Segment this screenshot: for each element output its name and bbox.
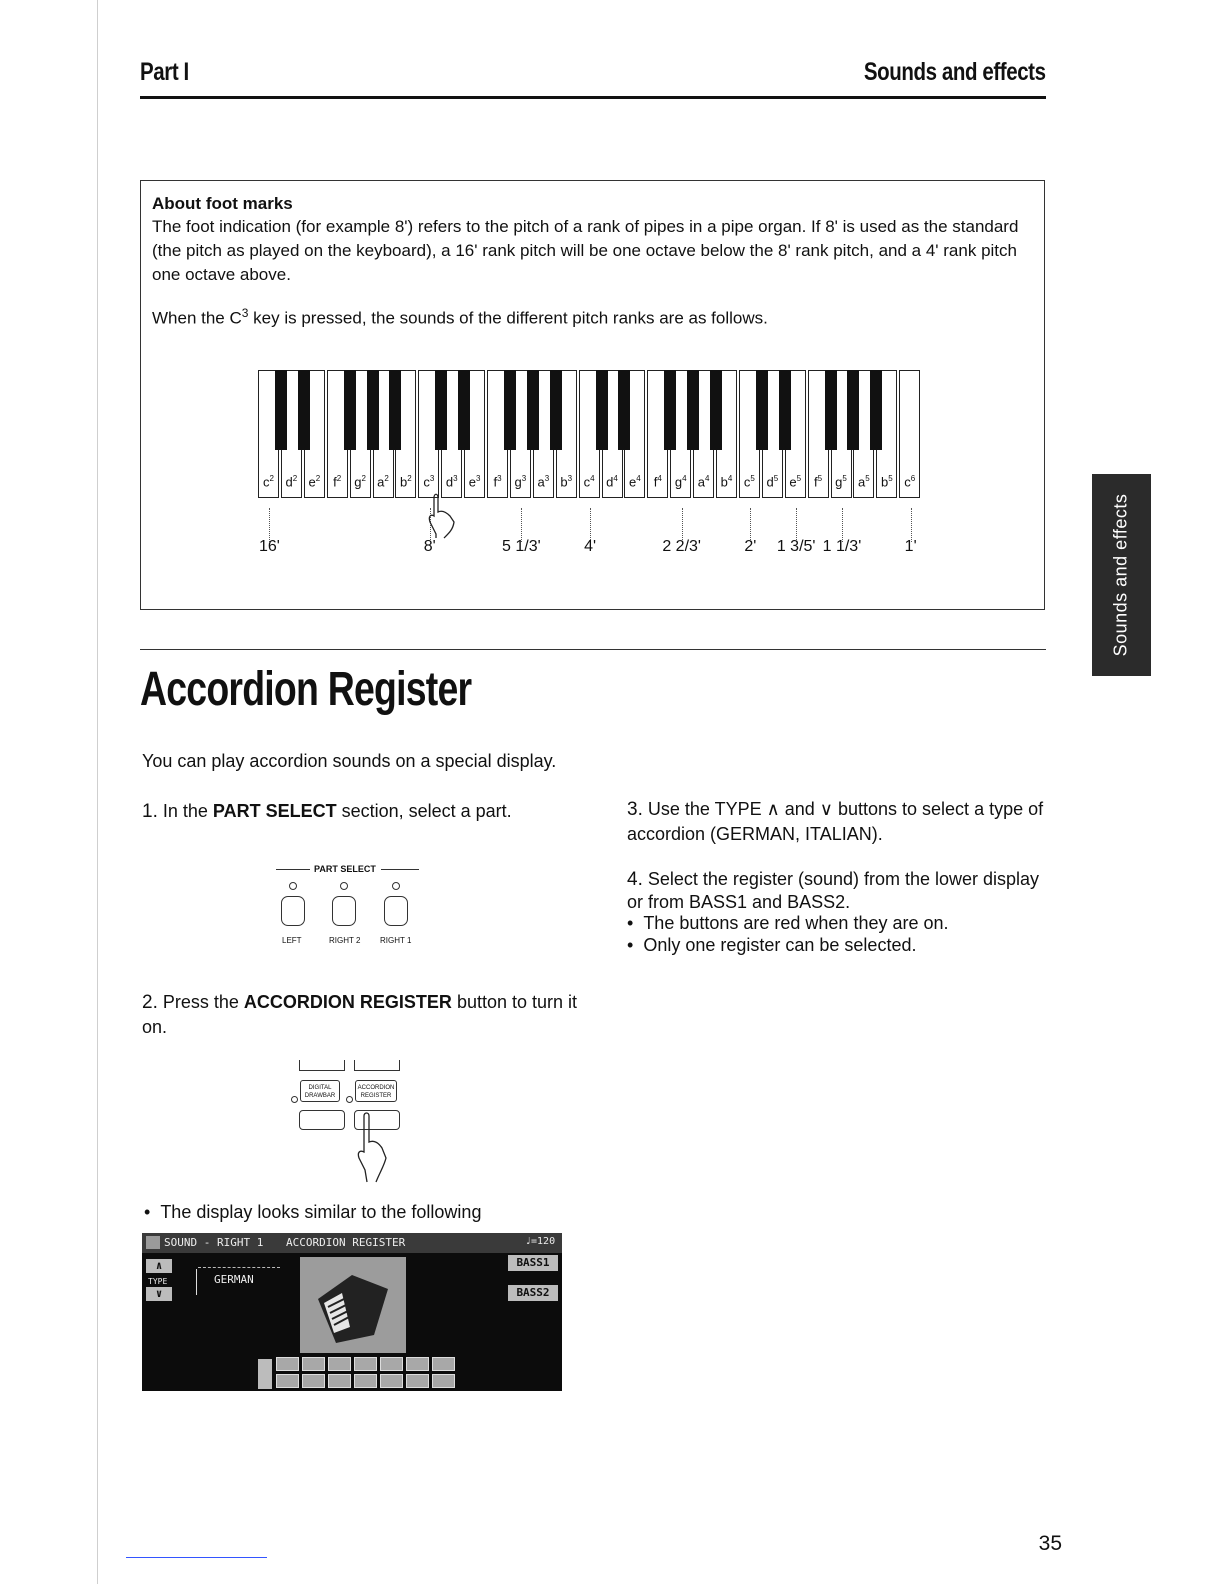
section-title: Accordion Register [140, 663, 472, 716]
key-label: $c^3$ [423, 474, 435, 490]
upper-button-left [299, 1060, 345, 1071]
type-down-button[interactable]: ∨ [146, 1287, 172, 1301]
bass2-button[interactable]: BASS2 [508, 1285, 558, 1301]
key-label: $e^4$ [629, 474, 641, 490]
register-button[interactable] [276, 1357, 299, 1371]
key-label: $f^3$ [493, 474, 502, 490]
register-button[interactable] [406, 1357, 429, 1371]
section-rule [140, 649, 1046, 650]
register-button[interactable] [432, 1357, 455, 1371]
led-drawbar [291, 1096, 298, 1103]
pitch-tick [269, 508, 271, 542]
pitch-label: 16' [259, 538, 280, 555]
bullet-dot: • [144, 1202, 161, 1222]
black-key [687, 370, 699, 450]
black-key [825, 370, 837, 450]
register-button[interactable] [432, 1374, 455, 1388]
step-1-number: 1. [142, 801, 158, 822]
register-button[interactable] [354, 1374, 377, 1388]
led-right2 [340, 882, 348, 890]
key-label: $c^6$ [904, 474, 916, 490]
key-label: $b^4$ [720, 474, 733, 490]
step-2-post: button to turn it on. [142, 992, 578, 1037]
key-label: $f^5$ [814, 474, 823, 490]
black-key [344, 370, 356, 450]
pitch-tick [590, 508, 592, 542]
part-select-rule-left [276, 869, 310, 870]
black-key [527, 370, 539, 450]
digital-drawbar-button[interactable] [299, 1110, 345, 1130]
foot-marks-c3-line [152, 306, 768, 329]
key-label: $b^3$ [560, 474, 573, 490]
header-rule [140, 96, 1046, 99]
black-key [435, 370, 447, 450]
step-2-pre: Press the [162, 992, 244, 1012]
pitch-tick [911, 508, 913, 542]
step-4-bullet-1-text: The buttons are red when they are on. [643, 913, 949, 933]
part-label-right1: RIGHT 1 [380, 936, 412, 945]
pointing-hand-icon [420, 490, 460, 540]
key-label: $a^3$ [537, 474, 550, 490]
key-label: $d^2$ [285, 474, 298, 490]
register-button[interactable] [380, 1374, 403, 1388]
key-label: $b^5$ [880, 474, 893, 490]
c3-line-post: key is pressed, the sounds of the different pitch ranks are as follows. [248, 308, 768, 328]
pressing-hand-icon [348, 1112, 392, 1184]
step-1-post: section, select a part. [336, 801, 512, 821]
lcd-divider [196, 1269, 197, 1295]
section-intro: You can play accordion sounds on a special display. [142, 751, 557, 771]
key-label: $c^5$ [743, 474, 755, 490]
accordion-picture [300, 1257, 406, 1353]
pitch-tick [521, 508, 523, 542]
side-tab [1092, 474, 1151, 676]
part-label-left: LEFT [282, 936, 302, 945]
led-accordion [346, 1096, 353, 1103]
register-button-grid [276, 1357, 458, 1391]
black-key [550, 370, 562, 450]
step-4 [627, 868, 1047, 913]
lcd-sound-name: ACCORDION REGISTER [286, 1236, 406, 1249]
pitch-label: 8' [423, 538, 436, 555]
step-4-number: 4. [627, 869, 643, 890]
c3-line-sup: 3 [241, 306, 249, 320]
part-select-title: PART SELECT [314, 864, 376, 874]
lcd-tempo: ♩=120 [525, 1236, 556, 1247]
black-key [298, 370, 310, 450]
header-section: Sounds and effects [864, 58, 1046, 86]
key-label: $g^3$ [514, 474, 527, 490]
header-part: Part I [140, 58, 189, 86]
accordion-register-label: ACCORDION REGISTER [355, 1080, 397, 1102]
register-button[interactable] [406, 1374, 429, 1388]
black-key [870, 370, 882, 450]
step-2 [142, 990, 582, 1039]
footer-rule [126, 1557, 267, 1558]
black-key [756, 370, 768, 450]
step-3-text: Use the TYPE ∧ and ∨ buttons to select a type of accordion (GERMAN, ITALIAN). [627, 799, 1044, 844]
key-label: $b^2$ [400, 474, 412, 490]
key-label: $d^3$ [445, 474, 458, 490]
part-label-right2: RIGHT 2 [329, 936, 361, 945]
key-label: $e^5$ [789, 474, 802, 490]
page-number: 35 [1038, 1532, 1062, 1555]
lcd-type-value: GERMAN [214, 1273, 254, 1286]
register-buttons-panel [288, 1060, 408, 1184]
pitch-tick [796, 508, 798, 542]
step-4-bullet-1 [627, 912, 1047, 934]
register-button[interactable] [328, 1374, 351, 1388]
step-3 [627, 797, 1047, 846]
step-2-bold: ACCORDION REGISTER [243, 992, 452, 1012]
step-4-bullet-2 [627, 934, 1047, 956]
black-key [710, 370, 722, 450]
step-4-bullet-2-text: Only one register can be selected. [643, 935, 917, 955]
bullet-dot: • [627, 913, 644, 933]
part-button-left[interactable] [281, 896, 305, 926]
key-label: $e^2$ [308, 474, 321, 490]
pitch-label: 1 1/3' [822, 538, 862, 555]
register-button[interactable] [302, 1357, 325, 1371]
pitch-label: 2 2/3' [662, 538, 701, 555]
key-label: $c^2$ [263, 474, 274, 490]
key-label: $c^4$ [583, 474, 595, 490]
black-key [367, 370, 379, 450]
register-button[interactable] [302, 1374, 325, 1388]
key-label: $e^3$ [468, 474, 481, 490]
pitch-label: 1 3/5' [776, 538, 816, 555]
digital-drawbar-label: DIGITAL DRAWBAR [300, 1080, 340, 1102]
key-label: $d^5$ [766, 474, 779, 490]
black-key [618, 370, 630, 450]
led-right1 [392, 882, 400, 890]
register-button[interactable] [328, 1357, 351, 1371]
key-label: $a^4$ [697, 474, 710, 490]
bullet-dot: • [627, 935, 644, 955]
black-key [275, 370, 287, 450]
register-button[interactable] [354, 1357, 377, 1371]
step-1-pre: In the [162, 801, 213, 821]
lcd-display [142, 1233, 562, 1391]
black-key [596, 370, 608, 450]
accordion-icon [300, 1257, 406, 1353]
step-4-text: Select the register (sound) from the lower display or from BASS1 and BASS2. [627, 869, 1040, 912]
part-button-right1[interactable] [384, 896, 408, 926]
display-note-text: The display looks similar to the following [160, 1202, 482, 1222]
pitch-label: 1' [904, 538, 917, 555]
black-key [779, 370, 791, 450]
pitch-label: 5 1/3' [502, 538, 541, 555]
upper-button-right [354, 1060, 400, 1071]
lcd-dashed-line [198, 1267, 280, 1269]
black-key [389, 370, 401, 450]
type-up-button[interactable]: ∧ [146, 1259, 172, 1273]
black-key [458, 370, 470, 450]
key-label: $f^2$ [333, 474, 342, 490]
black-key [847, 370, 859, 450]
key-label: $g^2$ [354, 474, 366, 490]
foot-marks-body: The foot indication (for example 8') refers to the pitch of a rank of pipes in a pipe organ. If 8' is used as the standard (the pitch as played on the keyboard), a 16' rank pitch will be one octave below the 8' rank pitch, and a 4' rank pitch one octave above. [152, 217, 1019, 284]
lcd-type-label: TYPE [148, 1277, 168, 1286]
register-button[interactable] [276, 1374, 299, 1388]
pitch-tick [842, 508, 844, 542]
key-label: $g^5$ [835, 474, 847, 490]
key-label: $d^4$ [606, 474, 618, 490]
step-2-number: 2. [142, 992, 158, 1013]
key-label: $a^5$ [858, 474, 870, 490]
side-tab-label: Sounds and effects [1110, 493, 1131, 657]
step-1-bold: PART SELECT [212, 801, 337, 821]
led-left [289, 882, 297, 890]
part-button-right2[interactable] [332, 896, 356, 926]
step-1 [142, 799, 582, 824]
display-note [144, 1201, 574, 1223]
part-select-panel [276, 860, 421, 950]
c3-line-pre: When the C [152, 308, 242, 328]
pitch-label: 2' [744, 538, 757, 555]
pitch-label: 4' [584, 538, 597, 555]
step-3-number: 3. [627, 799, 643, 820]
register-button[interactable] [380, 1357, 403, 1371]
foot-marks-title: About foot marks [152, 194, 293, 213]
sound-icon [146, 1236, 160, 1249]
black-key [664, 370, 676, 450]
part-select-rule-right [381, 869, 419, 870]
binding-line [97, 0, 98, 1584]
bass1-button[interactable]: BASS1 [508, 1255, 558, 1271]
lcd-title: SOUND - RIGHT 1 [164, 1236, 264, 1249]
key-label: $g^4$ [674, 474, 687, 490]
key-label: $a^2$ [377, 474, 389, 490]
key-label: $f^4$ [653, 474, 662, 490]
register-page-selector[interactable] [258, 1359, 272, 1389]
black-key [504, 370, 516, 450]
pitch-tick [682, 508, 684, 542]
pitch-tick [750, 508, 752, 542]
